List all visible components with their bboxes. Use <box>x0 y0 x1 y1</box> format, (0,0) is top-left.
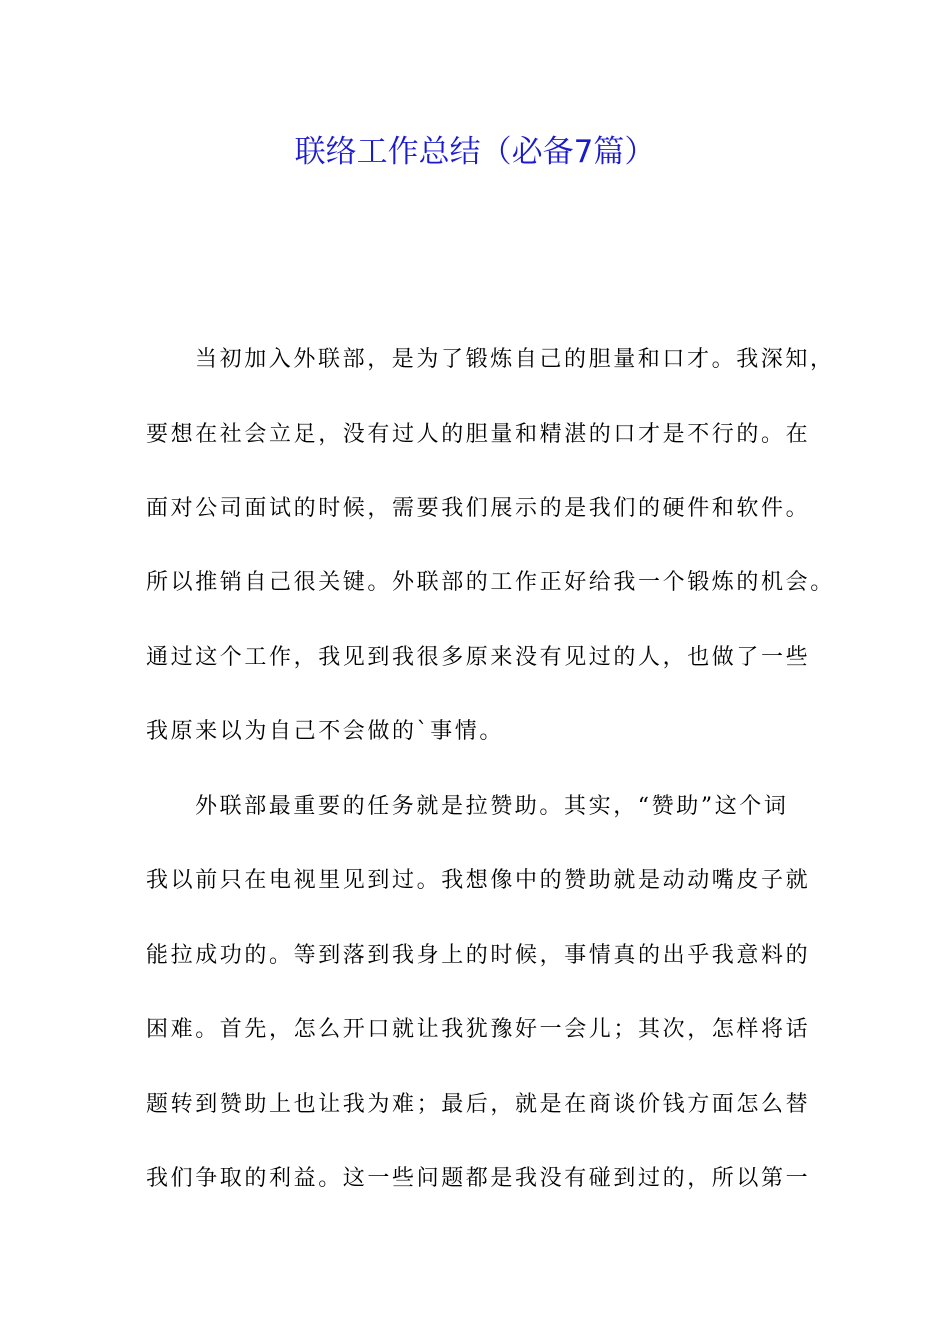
paragraph-line: 通过这个工作，我见到我很多原来没有见过的人，也做了一些 <box>146 645 811 670</box>
paragraph-line: 能拉成功的。等到落到我身上的时候，事情真的出乎我意料的 <box>146 943 811 968</box>
paragraph-line: 外联部最重要的任务就是拉赞助。其实，“赞助”这个词 <box>195 794 789 819</box>
paragraph-line: 我原来以为自己不会做的`事情。 <box>146 719 505 744</box>
paragraph-line: 困难。首先，怎么开口就让我犹豫好一会儿；其次，怎样将话 <box>146 1017 811 1042</box>
paragraph-line: 所以推销自己很关键。外联部的工作正好给我一个锻炼的机会。 <box>146 570 835 595</box>
paragraph-line: 题转到赞助上也让我为难；最后，就是在商谈价钱方面怎么替 <box>146 1092 811 1117</box>
paragraph-line: 要想在社会立足，没有过人的胆量和精湛的口才是不行的。在 <box>146 422 811 447</box>
paragraph-line: 我们争取的利益。这一些问题都是我没有碰到过的，所以第一 <box>146 1166 811 1191</box>
paragraph-line: 面对公司面试的时候，需要我们展示的是我们的硬件和软件。 <box>146 496 811 521</box>
document-title: 联络工作总结（必备7篇） <box>294 134 656 170</box>
paragraph-line: 当初加入外联部，是为了锻炼自己的胆量和口才。我深知， <box>195 347 835 372</box>
paragraph-line: 我以前只在电视里见到过。我想像中的赞助就是动动嘴皮子就 <box>146 868 811 893</box>
